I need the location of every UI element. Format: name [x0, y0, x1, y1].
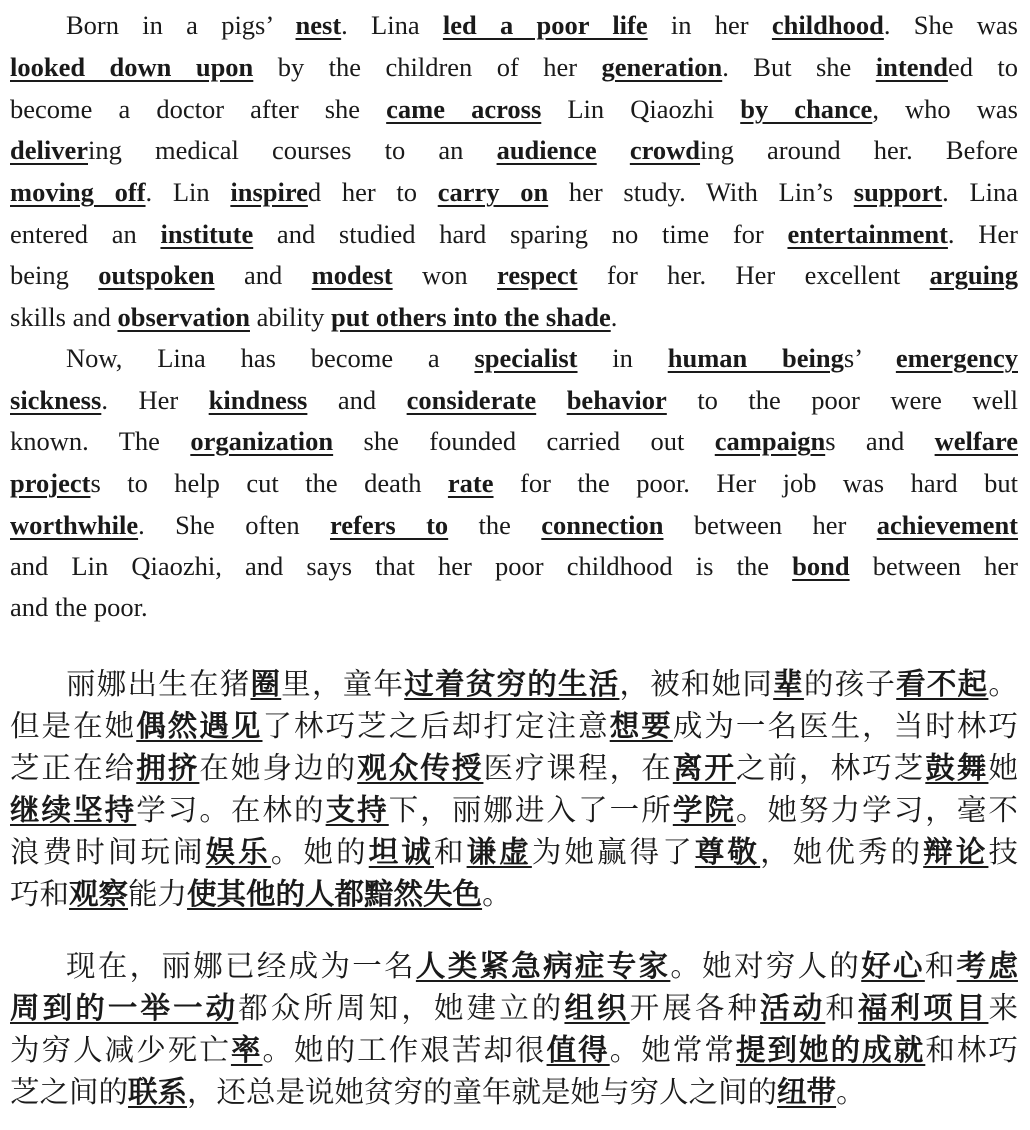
text-segment: 下，丽娜进入了一所	[388, 793, 673, 827]
text-segment: her study. With Lin’s	[548, 177, 854, 207]
text-segment: 浪费时间玩闹	[10, 835, 206, 869]
vocabulary-highlight: deliver	[10, 135, 88, 165]
text-segment: Now, Lina has become a	[66, 343, 475, 373]
text-segment: d her to	[307, 177, 438, 207]
vocabulary-highlight: 坦诚	[368, 834, 434, 869]
chinese-text-line	[10, 1074, 1018, 1110]
vocabulary-highlight: arguing	[929, 260, 1019, 290]
text-segment: 为穷人减少死亡	[10, 1033, 231, 1067]
text-segment: ，还总是说她贫穷的童年就是她与穷人之间的	[187, 1075, 778, 1109]
text-segment: for the poor. Her job was hard but	[493, 468, 1018, 498]
vocabulary-highlight: 辩论	[923, 834, 989, 869]
chinese-text-line	[10, 750, 1018, 786]
text-segment: 和	[825, 991, 858, 1025]
english-text-line	[10, 50, 1018, 84]
text-segment: 的孩子	[803, 667, 897, 701]
text-segment: 。她的工作艰苦却很	[262, 1033, 547, 1067]
text-segment: 芝正在给	[10, 751, 137, 785]
vocabulary-highlight: 使其他的人都黯然失色	[187, 876, 483, 911]
text-segment: 她	[988, 751, 1018, 785]
english-text-line	[10, 92, 1018, 126]
text-segment: 为她赢得了	[531, 835, 695, 869]
vocabulary-highlight: rate	[447, 468, 494, 498]
text-segment: 。她常常	[609, 1033, 736, 1067]
text-segment: Lin Qiaozhi	[541, 94, 741, 124]
text-segment: , who was	[872, 94, 1018, 124]
chinese-text-line	[10, 1032, 1018, 1068]
text-segment: 。她对穷人的	[670, 949, 862, 983]
text-segment: 里，童年	[281, 667, 405, 701]
chinese-text-line	[10, 990, 1018, 1026]
chinese-text-line	[10, 708, 1018, 744]
text-segment: 开展各种	[629, 991, 761, 1025]
vocabulary-highlight: organization	[190, 426, 334, 456]
text-segment: between her	[663, 510, 877, 540]
text-segment: and	[214, 260, 312, 290]
vocabulary-highlight: 好心	[861, 948, 925, 983]
vocabulary-highlight: 支持	[325, 792, 389, 827]
english-text-line	[10, 217, 1018, 251]
vocabulary-highlight: 率	[230, 1032, 263, 1067]
vocabulary-highlight: modest	[311, 260, 393, 290]
vocabulary-highlight: 看不起	[896, 666, 989, 701]
vocabulary-highlight: bond	[792, 551, 850, 581]
vocabulary-highlight: 尊敬	[694, 834, 761, 869]
text-segment: ，被和她同	[619, 667, 774, 701]
vocabulary-highlight: 拥挤	[136, 750, 200, 785]
text-segment: 之前，林巧芝	[735, 751, 926, 785]
text-segment: . Her	[101, 385, 209, 415]
chinese-text-line	[10, 666, 1018, 702]
vocabulary-highlight: institute	[160, 219, 254, 249]
text-segment: 。她努力学习，毫不	[735, 793, 1018, 827]
vocabulary-highlight: 周到的一举一动	[10, 990, 239, 1025]
vocabulary-highlight: generation	[601, 52, 723, 82]
text-segment: entered an	[10, 219, 161, 249]
text-segment: in	[577, 343, 668, 373]
english-text-line	[10, 383, 1018, 417]
text-segment: 。	[836, 1075, 866, 1109]
vocabulary-highlight: connection	[541, 510, 664, 540]
vocabulary-highlight: 继续坚持	[10, 792, 137, 827]
text-segment: being	[10, 260, 99, 290]
text-segment: 丽娜出生在猪	[66, 667, 251, 701]
chinese-text-line	[10, 834, 1018, 870]
chinese-text-line	[10, 792, 1018, 828]
text-segment: 。	[482, 877, 512, 911]
text-segment: ing medical courses to an	[88, 135, 497, 165]
vocabulary-highlight: 娱乐	[205, 834, 271, 869]
vocabulary-highlight: 组织	[564, 990, 630, 1025]
vocabulary-highlight: 鼓舞	[925, 750, 989, 785]
text-segment: 和	[924, 949, 957, 983]
text-segment: she founded carried out	[333, 426, 715, 456]
vocabulary-highlight: observation	[117, 302, 250, 332]
text-segment: become a doctor after she	[10, 94, 387, 124]
vocabulary-highlight: 观察	[69, 876, 129, 911]
text-segment: 和	[433, 835, 467, 869]
english-text-line	[10, 424, 1018, 458]
text-segment: and the poor.	[10, 592, 148, 622]
text-segment: between her	[849, 551, 1018, 581]
text-segment: and studied hard sparing no time for	[253, 219, 788, 249]
vocabulary-highlight: specialist	[474, 343, 578, 373]
text-segment: 技	[988, 835, 1018, 869]
english-text-line	[10, 549, 1018, 583]
vocabulary-highlight: 圈	[250, 666, 282, 701]
english-text-line	[10, 466, 1018, 500]
vocabulary-highlight: nest	[295, 10, 342, 40]
text-segment: . Her	[947, 219, 1018, 249]
text-segment: ing around her. Before	[700, 135, 1018, 165]
vocabulary-highlight: 人类紧急病症专家	[415, 948, 671, 983]
text-segment: 成为一名医生，当时林巧	[672, 709, 1018, 743]
vocabulary-highlight: support	[853, 177, 943, 207]
text-segment: to the poor were well	[666, 385, 1018, 415]
text-segment: in her	[647, 10, 772, 40]
vocabulary-highlight: 想要	[609, 708, 673, 743]
vocabulary-highlight: 偶然遇见	[136, 708, 263, 743]
chinese-text-line	[10, 876, 1018, 912]
text-segment: 巧和	[10, 877, 70, 911]
text-segment: . Lin	[145, 177, 231, 207]
text-segment: .	[610, 302, 618, 332]
english-text-line	[10, 300, 1018, 334]
vocabulary-highlight: project	[10, 468, 91, 498]
english-text-line	[10, 258, 1018, 292]
english-text-line	[10, 341, 1018, 375]
vocabulary-highlight: childhood	[771, 10, 884, 40]
text-segment: by the children of her	[253, 52, 602, 82]
english-text-line	[10, 508, 1018, 542]
text-segment: Born in a pigs’	[66, 10, 296, 40]
vocabulary-highlight: respect	[497, 260, 578, 290]
vocabulary-highlight: 考虑	[956, 948, 1018, 983]
text-segment: s’	[843, 343, 896, 373]
text-segment: . Lina	[942, 177, 1019, 207]
text-segment: skills and	[10, 302, 118, 332]
vocabulary-highlight: crowd	[629, 135, 701, 165]
text-segment: 。她的	[270, 835, 369, 869]
vocabulary-highlight: achievement	[876, 510, 1019, 540]
text-segment: known. The	[10, 426, 191, 456]
text-segment: 都众所周知，她建立的	[238, 991, 565, 1025]
text-segment: won	[392, 260, 498, 290]
text-segment: 能力	[128, 877, 188, 911]
chinese-text-line	[10, 948, 1018, 984]
vocabulary-highlight: put others into the shade	[330, 302, 611, 332]
vocabulary-highlight: 离开	[672, 750, 736, 785]
vocabulary-highlight: human being	[667, 343, 844, 373]
text-segment: . Lina	[341, 10, 443, 40]
text-segment: 但是在她	[10, 709, 137, 743]
vocabulary-highlight: audience	[496, 135, 597, 165]
text-segment: and	[307, 385, 407, 415]
text-segment: 了林巧芝之后却打定注意	[262, 709, 610, 743]
vocabulary-highlight: behavior	[566, 385, 667, 415]
vocabulary-highlight: led a poor life	[442, 10, 648, 40]
vocabulary-highlight: 联系	[128, 1074, 188, 1109]
vocabulary-highlight: emergency	[895, 343, 1018, 373]
vocabulary-highlight: carry on	[437, 177, 549, 207]
vocabulary-highlight: 辈	[773, 666, 804, 701]
vocabulary-highlight: refers to	[330, 510, 449, 540]
text-segment: the	[448, 510, 542, 540]
vocabulary-highlight: 学院	[672, 792, 736, 827]
text-segment: 学习。在林的	[136, 793, 326, 827]
vocabulary-highlight: looked down upon	[10, 52, 254, 82]
text-segment: ，她优秀的	[760, 835, 924, 869]
vocabulary-highlight: worthwhile	[10, 510, 139, 540]
text-segment: 医疗课程，在	[483, 751, 673, 785]
english-text-line	[10, 133, 1018, 167]
text-segment: 。	[988, 667, 1018, 701]
vocabulary-highlight: 福利项目	[857, 990, 989, 1025]
vocabulary-highlight: campaign	[714, 426, 826, 456]
text-segment: . She often	[138, 510, 331, 540]
text-segment	[597, 135, 630, 165]
vocabulary-highlight: sickness	[10, 385, 102, 415]
vocabulary-highlight: 谦虚	[466, 834, 532, 869]
text-segment: . But she	[722, 52, 876, 82]
vocabulary-highlight: inspire	[230, 177, 308, 207]
text-segment: s and	[825, 426, 935, 456]
english-text-line	[10, 175, 1018, 209]
english-text-line	[10, 590, 1018, 624]
vocabulary-highlight: outspoken	[98, 260, 215, 290]
text-segment: 芝之间的	[10, 1075, 129, 1109]
text-segment: 来	[988, 991, 1018, 1025]
text-segment: 和林巧	[925, 1033, 1018, 1067]
vocabulary-highlight: 活动	[760, 990, 826, 1025]
vocabulary-highlight: entertainment	[787, 219, 948, 249]
vocabulary-highlight: 值得	[546, 1032, 610, 1067]
english-text-line	[10, 8, 1018, 42]
text-segment: ed to	[947, 52, 1018, 82]
text-segment: s to help cut the death	[90, 468, 448, 498]
vocabulary-highlight: considerate	[406, 385, 537, 415]
text-segment: 在她身边的	[199, 751, 358, 785]
text-segment: ability	[249, 302, 331, 332]
vocabulary-highlight: 观众传授	[357, 750, 484, 785]
text-segment: . She was	[883, 10, 1018, 40]
vocabulary-highlight: came across	[386, 94, 542, 124]
vocabulary-highlight: intend	[875, 52, 948, 82]
text-segment: 现在，丽娜已经成为一名	[66, 949, 416, 983]
vocabulary-highlight: welfare	[934, 426, 1018, 456]
vocabulary-highlight: 提到她的成就	[735, 1032, 926, 1067]
vocabulary-highlight: 过着贫穷的生活	[404, 666, 620, 701]
text-segment	[536, 385, 567, 415]
vocabulary-highlight: by chance	[740, 94, 873, 124]
vocabulary-highlight: moving off	[10, 177, 146, 207]
text-segment: for her. Her excellent	[577, 260, 930, 290]
vocabulary-highlight: 纽带	[777, 1074, 837, 1109]
text-segment: and Lin Qiaozhi, and says that her poor childhood is the	[10, 551, 793, 581]
vocabulary-highlight: kindness	[208, 385, 308, 415]
